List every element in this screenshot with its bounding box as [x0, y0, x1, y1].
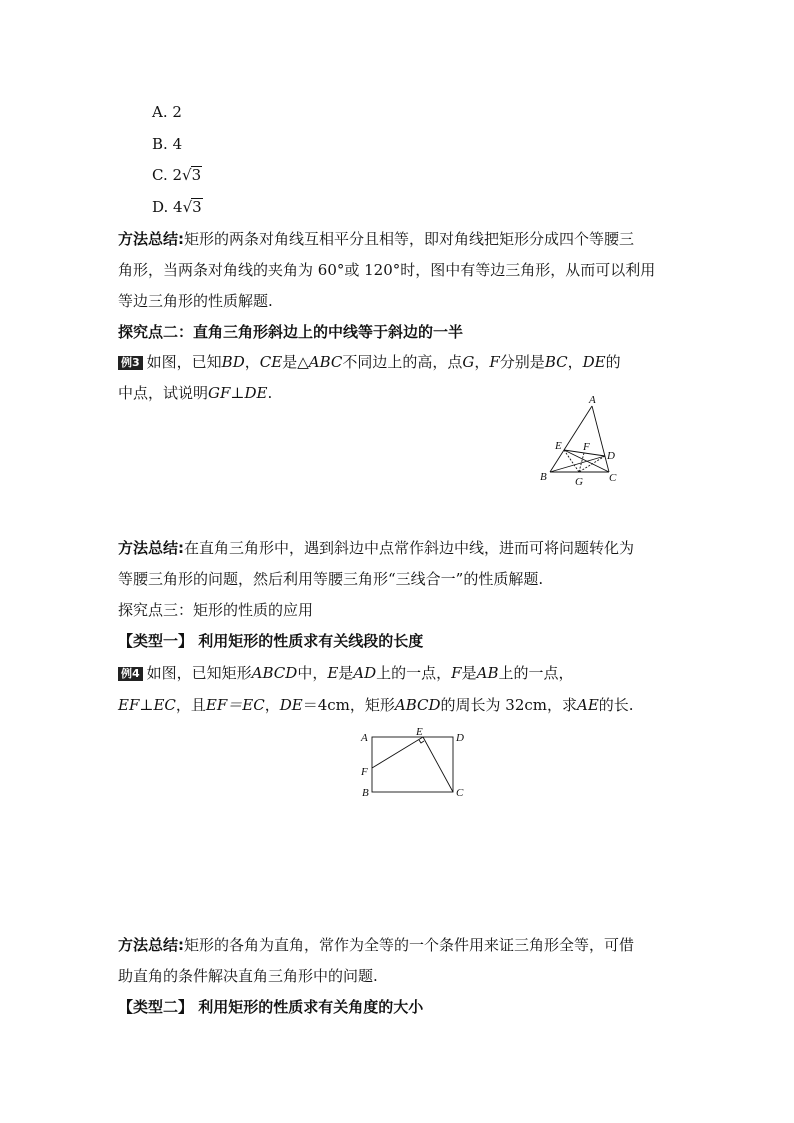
example4-line2: EF⊥EC，且EF＝EC，DE＝4cm，矩形ABCD的周长为 32cm，求AE的长.: [118, 696, 634, 714]
option-c: C. 2√3: [152, 166, 202, 184]
section2-title: 探究点二：直角三角形斜边上的中线等于斜边的一半: [118, 323, 464, 341]
example4-badge: 例4: [118, 667, 143, 681]
section3-title: 探究点三：矩形的性质的应用: [118, 601, 314, 619]
label-b: B: [540, 471, 547, 483]
line-dg: [579, 456, 605, 472]
summary1-line1: 方法总结:矩形的两条对角线互相平分且相等，即对角线把矩形分成四个等腰三: [118, 230, 635, 248]
label-c: C: [456, 787, 464, 799]
option-d: D. 4√3: [152, 198, 202, 216]
summary2-line2: 等腰三角形的问题，然后利用等腰三角形“三线合一”的性质解题.: [118, 570, 544, 588]
label-f: F: [361, 766, 368, 778]
summary2-line1: 方法总结:在直角三角形中，遇到斜边中点常作斜边中线，进而可将问题转化为: [118, 539, 635, 557]
line-fe: [372, 737, 423, 768]
label-d: D: [607, 450, 615, 462]
label-c: C: [609, 472, 617, 484]
rectangle-figure: [355, 725, 475, 805]
triangle-figure: [535, 390, 625, 490]
right-angle-mark: [419, 740, 424, 743]
label-f: F: [583, 441, 590, 453]
example3-badge: 例3: [118, 356, 143, 370]
label-a: A: [589, 394, 596, 406]
summary3-line2: 助直角的条件解决直角三角形中的问题.: [118, 967, 378, 985]
option-b: B. 4: [152, 135, 183, 153]
option-a: A. 2: [152, 103, 182, 121]
summary1-line2: 角形，当两条对角线的夹角为 60°或 120°时，图中有等边三角形，从而可以利用: [118, 261, 656, 279]
label-g: G: [575, 476, 583, 488]
label-e: E: [555, 440, 562, 452]
label-b: B: [362, 787, 369, 799]
example3-line1: 例3 如图，已知BD，CE是△ABC不同边上的高，点G，F分别是BC，DE的: [118, 352, 621, 372]
label-a: A: [361, 732, 368, 744]
example4-line1: 例4 如图，已知矩形ABCD中，E是AD上的一点，F是AB上的一点，: [118, 663, 573, 683]
label-e: E: [416, 726, 423, 738]
label-d: D: [456, 732, 464, 744]
example3-line2: 中点，试说明GF⊥DE.: [118, 384, 273, 402]
line-ab: [550, 406, 592, 472]
summary1-line3: 等边三角形的性质解题.: [118, 292, 273, 310]
type1-title: 【类型一】 利用矩形的性质求有关线段的长度: [118, 632, 424, 650]
rectangle-abcd: [372, 737, 453, 792]
type2-title: 【类型二】 利用矩形的性质求有关角度的大小: [118, 998, 424, 1016]
line-ec: [423, 737, 453, 792]
summary3-line1: 方法总结:矩形的各角为直角，常作为全等的一个条件用来证三角形全等，可借: [118, 936, 635, 954]
